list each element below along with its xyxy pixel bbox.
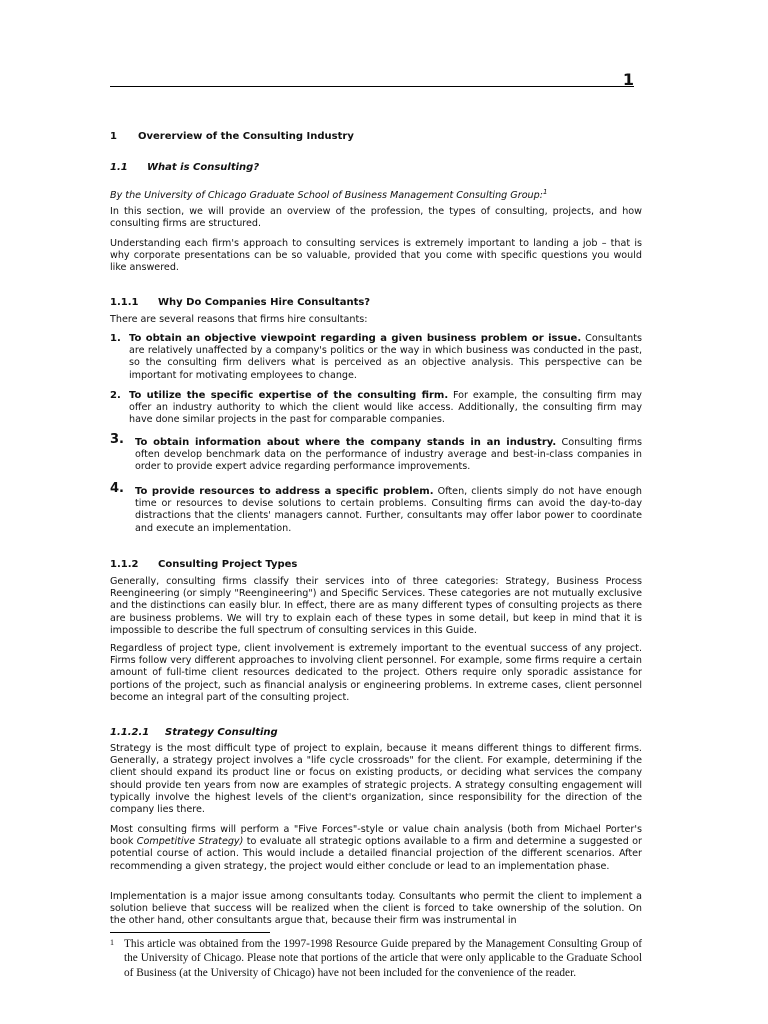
paragraph: Understanding each firm's approach to consulting services is extremely important to landing a job – that is why corporate presentations can be so valuable, provided that you come with specific questions you would like answered. (110, 238, 642, 274)
paragraph: Implementation is a major issue among consultants today. Consultants who permit the client to implement a solution believe that success will be realized when the client is forced to take ownership of the solution. On the other hand, other consultants argue that, because their firm was instrumental in (110, 891, 642, 927)
list-item (110, 432, 642, 474)
list-item (110, 481, 642, 535)
section-number: 1.1.2 (110, 559, 139, 570)
footnote-reference: 1 (542, 188, 548, 196)
list-intro: There are several reasons that firms hire consultants: (110, 314, 368, 325)
footnote-marker: 1 (110, 938, 114, 947)
paragraph (110, 824, 642, 873)
paragraph-text: to evaluate all strategic options available to a firm and determine a suggested or potential course of action. This would include a detailed financial projection of the different scenarios. After recommending a given strategy, the project would either conclude or lead to an implementation phase. (110, 836, 643, 872)
section-number: 1.1 (110, 162, 128, 173)
list-number: 2. (110, 390, 121, 401)
section-number: 1 (110, 131, 117, 142)
section-1-1-heading (110, 162, 259, 173)
header-rule (110, 86, 634, 87)
section-1-heading (110, 131, 354, 142)
list-number: 3. (110, 432, 124, 447)
footnote-rule (110, 932, 270, 933)
list-lead: To obtain an objective viewpoint regarding a given business problem or issue. (129, 333, 582, 344)
list-text: Consultants are relatively unaffected by a company's politics or the way in which business was conducted in the past, so the consulting firm delivers what is perceived as an objective analysis. This perspective can be important for motivating employees to change. (129, 333, 642, 381)
list-item (110, 390, 642, 427)
section-1-1-2-1-heading (110, 727, 278, 738)
section-title: What is Consulting? (147, 162, 260, 173)
section-number: 1.1.1 (110, 297, 139, 308)
paragraph-text: Most consulting firms will perform a "Five Forces"-style or value chain analysis (both from Michael Porter's book (110, 824, 642, 848)
footnote-text: This article was obtained from the 1997-1998 Resource Guide prepared by the Management Consulting Group of the University of Chicago. Please note that portions of the article that were only applicable to the Graduate School of Business (at the University of Chicago) have not been included for the convenience of the reader. (124, 938, 642, 979)
list-text: Consulting firms often develop benchmark data on the performance of industry average and best-in-class companies in order to provide expert advice regarding performance improvements. (135, 437, 642, 473)
section-number: 1.1.2.1 (110, 727, 150, 738)
book-title: Competitive Strategy) (136, 836, 244, 848)
byline-text: By the University of Chicago Graduate School of Business Management Consulting Group: (110, 190, 543, 202)
paragraph: Strategy is the most difficult type of project to explain, because it means different things to different firms. Generally, a strategy project involves a "life cycle crossroads" for the client. For example, determining if the client should expand its product line or focus on existing products, or deciding what services the company should provide ten years from now are examples of strategic projects. A strategy consulting engagement will typically involve the highest levels of the client's organization, since responsibility for the direction of the company lies there. (110, 743, 642, 816)
list-text: For example, the consulting firm may offer an industry authority to which the client would like access. Additionally, the consulting firm may have done similar projects in the past for comparable companies. (129, 390, 642, 426)
list-number: 1. (110, 333, 121, 344)
paragraph: In this section, we will provide an overview of the profession, the types of consulting, projects, and how consulting firms are structured. (110, 206, 642, 230)
section-1-1-2-heading (110, 559, 297, 570)
page-number: 1 (622, 70, 634, 89)
list-text: Often, clients simply do not have enough time or resources to devise solutions to certain problems. Consulting firms can avoid the day-to-day distractions that the clients' managers cannot. Further, consultants may offer labor power to coordinate and execute an implementation. (135, 486, 642, 534)
list-lead: To obtain information about where the company stands in an industry. (135, 437, 557, 448)
paragraph: Generally, consulting firms classify their services into of three categories: Strategy, Business Process Reengineering (or simply "Reengineering") and Specific Services. These categories are not mutually exclusive and the distinctions can easily blur. In effect, there are as many different types of consulting projects as there are business problems. We will try to explain each of these types in some detail, but keep in mind that it is impossible to describe the full spectrum of consulting services in this Guide. (110, 576, 642, 636)
list-lead: To utilize the specific expertise of the consulting firm. (129, 390, 449, 401)
section-title: Strategy Consulting (165, 727, 278, 738)
paragraph: Regardless of project type, client involvement is extremely important to the eventual success of any project. Firms follow very different approaches to involving client personnel. For example, some firms require a certain amount of full-time client resources dedicated to the project. Others require only sporadic assistance for portions of the project, such as financial analysis or engineering problems. In extreme cases, client personnel become an integral part of the consulting project. (110, 643, 642, 703)
byline (110, 186, 642, 202)
list-number: 4. (110, 481, 124, 496)
section-title: Overerview of the Consulting Industry (138, 131, 354, 142)
list-item (110, 333, 642, 382)
list-lead: To provide resources to address a specific problem. (135, 486, 434, 497)
section-title: Consulting Project Types (158, 559, 298, 570)
footnote (110, 937, 642, 980)
section-1-1-1-heading (110, 297, 370, 308)
section-title: Why Do Companies Hire Consultants? (158, 297, 371, 308)
